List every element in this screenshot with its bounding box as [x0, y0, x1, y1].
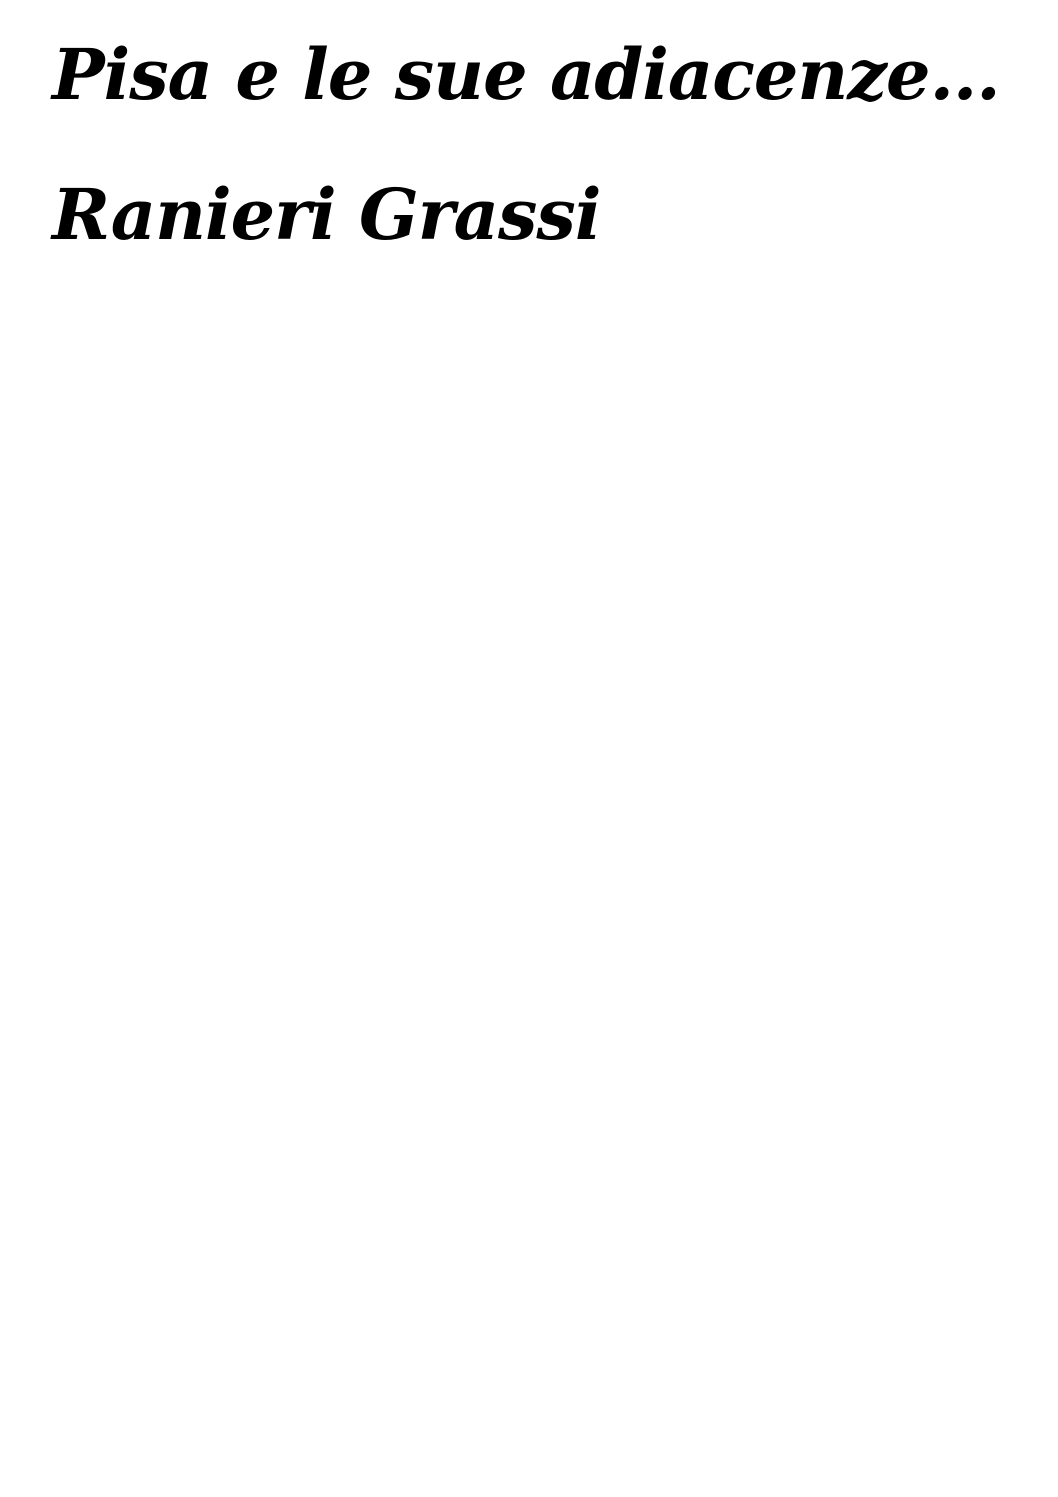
document-title: Pisa e le sue adiacenze... — [52, 33, 1000, 116]
document-author: Ranieri Grassi — [52, 173, 601, 256]
